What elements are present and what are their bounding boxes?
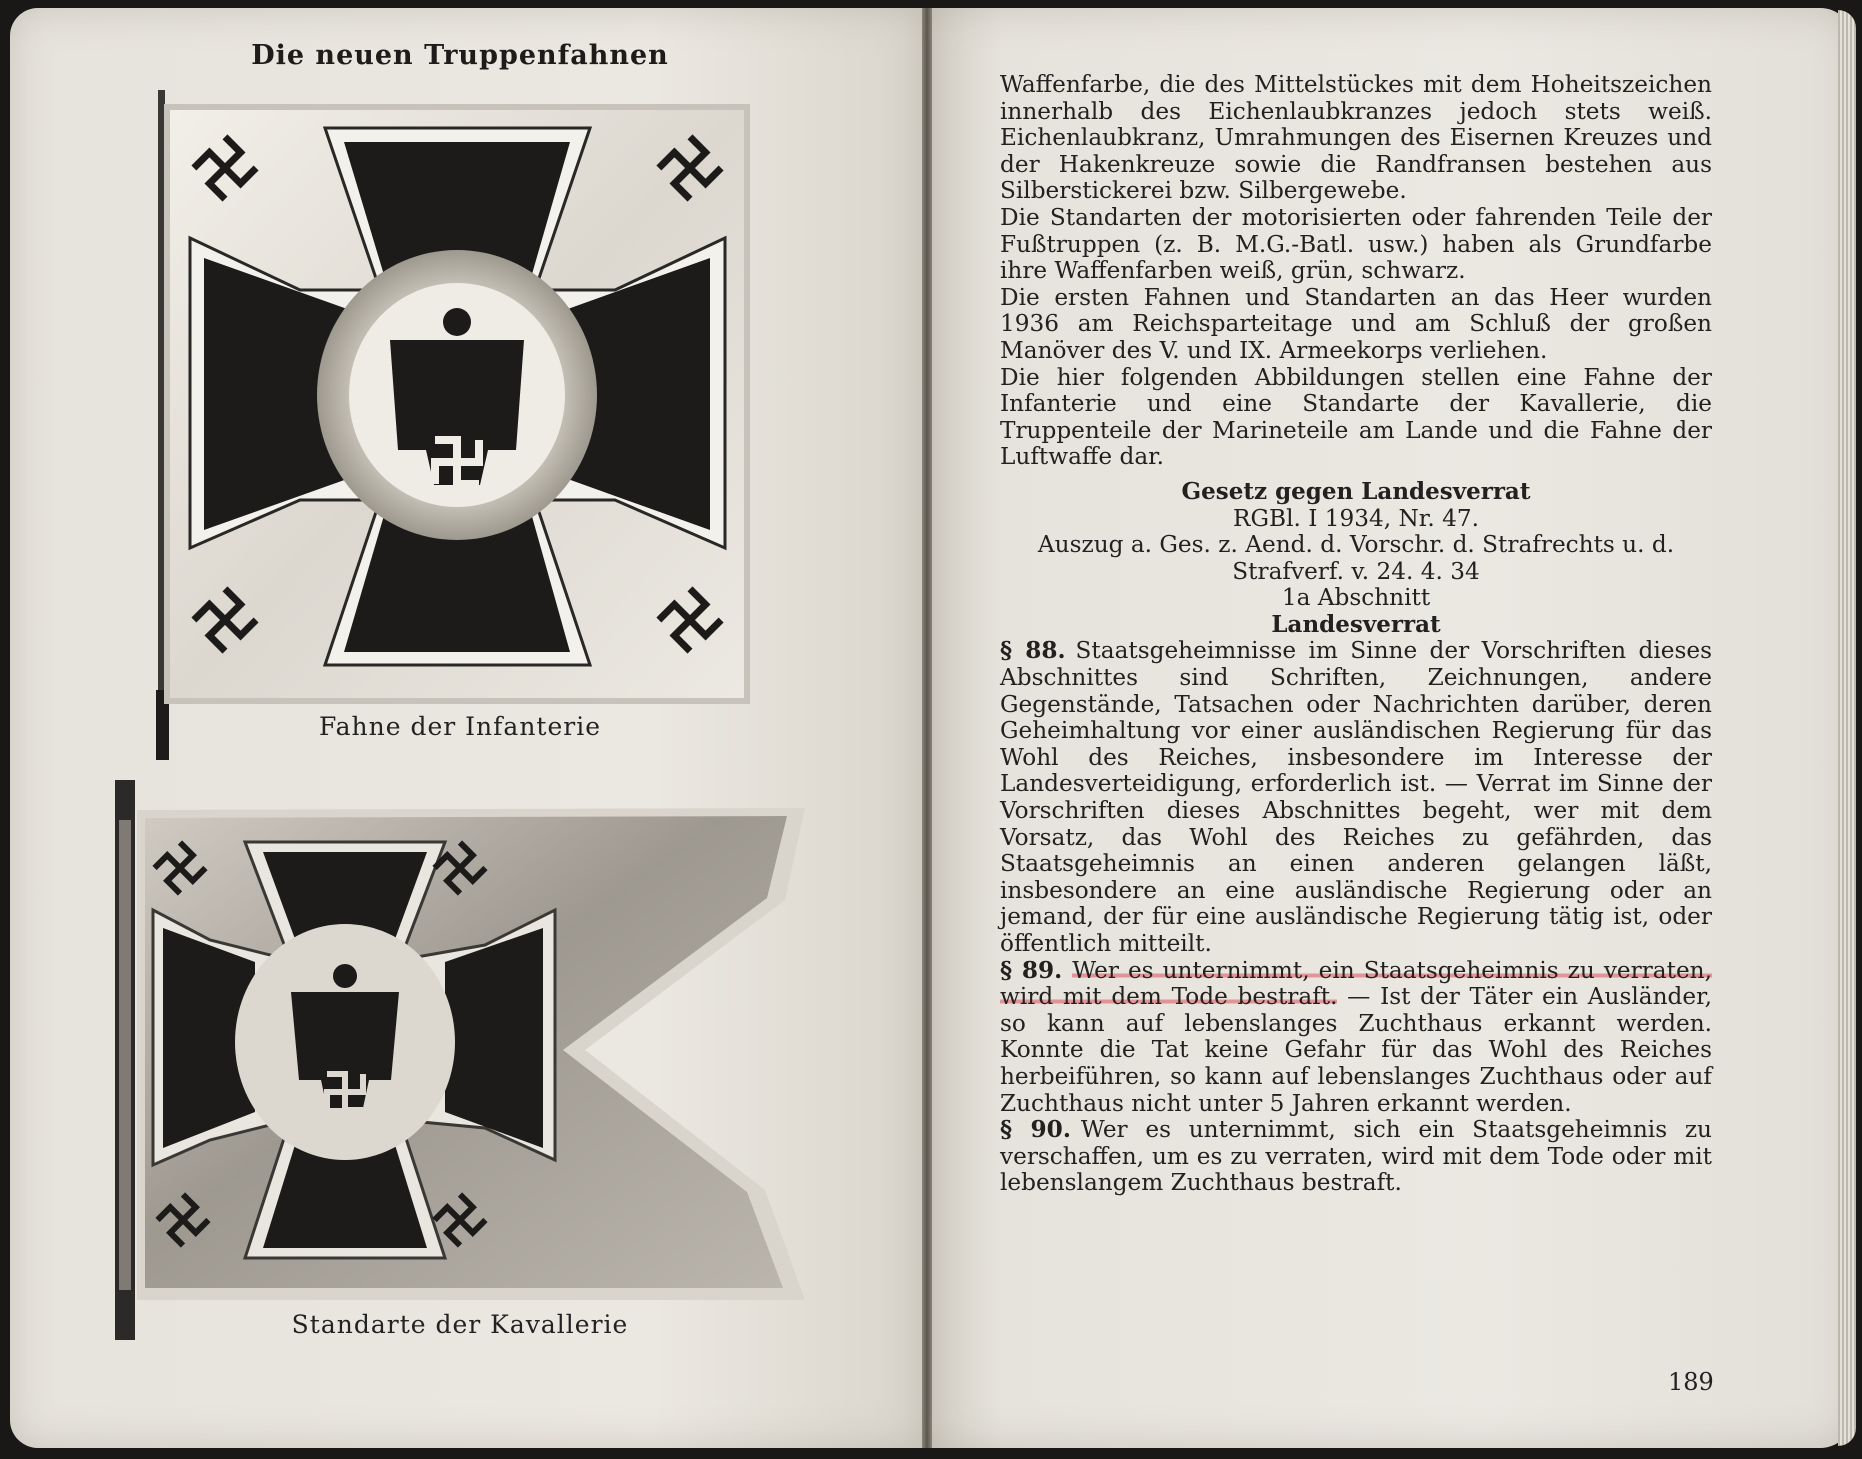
page-title: Die neuen Truppenfahnen	[251, 40, 669, 71]
page-number: 189	[1668, 1368, 1714, 1396]
paragraph-section-88	[1000, 638, 1712, 957]
cavalry-standard-caption: Standarte der Kavallerie	[291, 1310, 629, 1339]
paragraph-1: Waffenfarbe, die des Mittelstückes mit dem Hoheitszeichen innerhalb des Eichenlaubkranzes jedoch stets weiß. Eichenlaubkranz, Umrahmungen des Eisernen Kreuzes und der Hakenkreuze sowie die Randfransen bestehen aus Silberstickerei bzw. Silbergewebe.	[1000, 71, 1712, 205]
section-number: § 90.	[1000, 1116, 1071, 1144]
section-text: — Ist der Täter ein Ausländer, so kann auf lebenslanges Zuchthaus erkannt werden. Konnte die Tat keine Gefahr für das Wohl des Reiches herbeiführen, so kann auf lebenslanges Zuchthaus oder auf Zuchthaus nicht unter 5 Jahren erkannt werden.	[1000, 983, 1712, 1117]
section-text: Staatsgeheimnisse im Sinne der Vorschriften dieses Abschnittes sind Schriften, Zeichnungen, andere Gegenstände, Tatsachen oder Nachrichten darüber, deren Geheimhaltung vor einer ausländischen Regierung für das Wohl des Reiches, insbesondere im Interesse der Landesverteidigung, erforderlich ist. — Verrat im Sinne der Vorschriften dieses Abschnittes begeht, wer mit dem Vorsatz, das Wohl des Reiches zu gefährden, das Staatsgeheimnis an einen anderen gelangen läßt, insbesondere an eine ausländische Regierung oder an jemand, der für eine ausländische Regierung tätig ist, oder öffentlich mitteilt.	[1000, 637, 1712, 957]
section-text: Wer es unternimmt, sich ein Staatsgeheimnis zu verschaffen, um es zu verraten, wird mit dem Tode oder mit lebenslangem Zuchthaus bestraft.	[1000, 1116, 1712, 1197]
section-label: 1a Abschnitt	[1281, 584, 1431, 612]
infantry-flag-image	[150, 90, 760, 760]
paragraph-2: Die Standarten der motorisierten oder fahrenden Teile der Fußtruppen (z. B. M.G.-Batl. usw.) haben als Grundfarbe ihre Waffenfarben weiß, grün, schwarz.	[1000, 203, 1712, 285]
law-source: RGBl. I 1934, Nr. 47.	[1233, 504, 1479, 532]
section-number: § 89.	[1000, 956, 1063, 984]
paragraph-3: Die ersten Fahnen und Standarten an das Heer wurden 1936 am Reichsparteitage und am Schluß der großen Manöver des V. und IX. Armeekorps verliehen.	[1000, 283, 1712, 364]
law-title: Gesetz gegen Landesverrat	[1181, 477, 1531, 505]
paragraph-4: Die hier folgenden Abbildungen stellen eine Fahne der Infanterie und eine Standarte der Kavallerie, die Truppenteile der Marineteile am Lande und die Fahne der Luftwaffe dar.	[1000, 363, 1712, 471]
section-title: Landesverrat	[1271, 610, 1441, 638]
paragraph-section-89	[1000, 958, 1712, 1118]
highlighted-text: Wer es unternimmt, ein Staatsgeheimnis zu verraten, wird mit dem Tode bestraft.	[1000, 956, 1712, 1011]
law-excerpt: Auszug a. Ges. z. Aend. d. Vorschr. d. Strafrechts u. d. Strafverf. v. 24. 4. 34	[1037, 531, 1675, 585]
right-page-text	[1000, 72, 1712, 1197]
cavalry-standard-image	[115, 780, 815, 1340]
book-gutter	[922, 8, 932, 1448]
section-number: § 88.	[1000, 637, 1066, 665]
paragraph-section-90	[1000, 1117, 1712, 1197]
infantry-flag-caption: Fahne der Infanterie	[318, 712, 601, 741]
page-edge	[1838, 10, 1856, 1446]
